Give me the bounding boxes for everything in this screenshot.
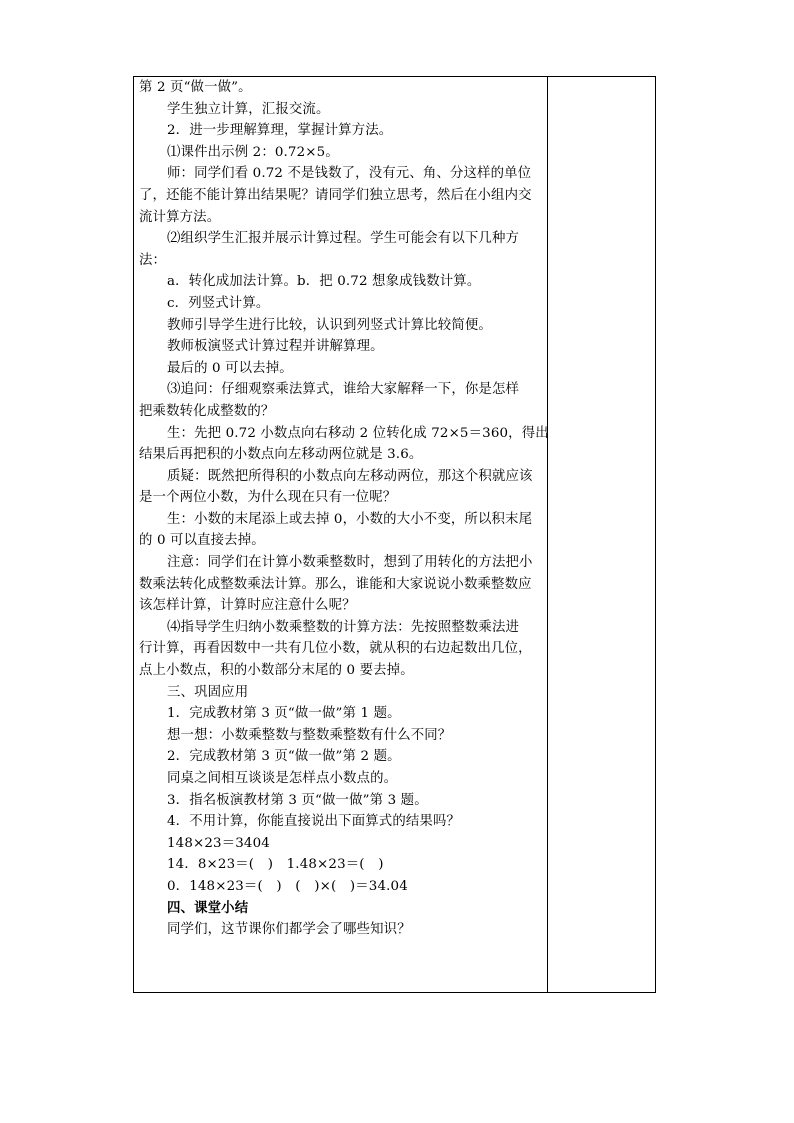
notes-cell [548, 77, 656, 992]
text-line: 点上小数点，积的小数部分末尾的 0 要去掉。 [139, 663, 414, 679]
text-line: 把乘数转化成整数的？ [139, 403, 275, 419]
text-line: 4．不用计算，你能直接说出下面算式的结果吗？ [167, 814, 461, 830]
text-line: 四、课堂小结 [167, 899, 249, 916]
text-line: ⑵组织学生汇报并展示计算过程。学生可能会有以下几种方 [167, 231, 520, 247]
text-line: 流计算方法。 [139, 209, 221, 225]
text-line: 质疑：既然把所得积的小数点向左移动两位，那这个积就应该 [167, 468, 533, 484]
lesson-content-cell [139, 77, 549, 941]
text-line: 1．完成教材第 3 页“做一做”第 1 题。 [167, 706, 401, 722]
text-line: 是一个两位小数，为什么现在只有一位呢？ [139, 490, 397, 506]
text-line: 了，还能不能计算出结果呢？请同学们独立思考，然后在小组内交 [139, 187, 532, 203]
text-line: 最后的 0 可以去掉。 [167, 360, 293, 376]
text-line: 结果后再把积的小数点向左移动两位就是 3.6。 [139, 447, 423, 463]
text-line: 同学们，这节课你们都学会了哪些知识？ [167, 922, 411, 938]
text-line: 0．148×23＝( ) ( )×( )＝34.04 [167, 878, 408, 894]
text-line: 2．进一步理解算理，掌握计算方法。 [167, 123, 393, 139]
text-line: 生：先把 0.72 小数点向右移动 2 位转化成 72×5＝360，得出 [167, 425, 549, 441]
text-line: 法： [139, 252, 167, 268]
text-line: 学生独立计算，汇报交流。 [167, 101, 330, 117]
text-line: 该怎样计算，计算时应注意什么呢？ [139, 598, 356, 614]
text-line: ⑴课件出示例 2：0.72×5。 [167, 144, 339, 160]
lesson-plan-table [133, 76, 656, 993]
text-line: 14．8×23＝( ) 1.48×23＝( ) [167, 857, 384, 873]
text-line: 师：同学们看 0.72 不是钱数了，没有元、角、分这样的单位 [167, 166, 532, 182]
text-line: 教师引导学生进行比较，认识到列竖式计算比较简便。 [167, 317, 492, 333]
text-line: c．列竖式计算。 [167, 295, 270, 311]
text-line: 第 2 页“做一做”。 [139, 80, 252, 95]
text-line: ⑷指导学生归纳小数乘整数的计算方法：先按照整数乘法进 [167, 619, 520, 635]
text-line: 数乘法转化成整数乘法计算。那么，谁能和大家说说小数乘整数应 [139, 576, 532, 592]
text-line: ⑶追问：仔细观察乘法算式，谁给大家解释一下，你是怎样 [167, 382, 520, 398]
text-line: a．转化成加法计算。b．把 0.72 想象成钱数计算。 [167, 274, 481, 290]
text-line: 生：小数的末尾添上或去掉 0，小数的大小不变，所以积末尾 [167, 511, 533, 527]
text-line: 想一想：小数乘整数与整数乘整数有什么不同？ [167, 727, 452, 743]
text-line: 注意：同学们在计算小数乘整数时，想到了用转化的方法把小 [167, 555, 533, 571]
text-line: 的 0 可以直接去掉。 [139, 533, 265, 549]
text-line: 2．完成教材第 3 页“做一做”第 2 题。 [167, 749, 401, 765]
text-line: 三、巩固应用 [167, 684, 249, 700]
text-line: 148×23＝3404 [167, 835, 270, 851]
text-line: 3．指名板演教材第 3 页“做一做”第 3 题。 [167, 792, 428, 808]
text-line: 行计算，再看因数中一共有几位小数，就从积的右边起数出几位， [139, 641, 532, 657]
text-line: 教师板演竖式计算过程并讲解算理。 [167, 339, 384, 355]
text-line: 同桌之间相互谈谈是怎样点小数点的。 [167, 771, 398, 786]
